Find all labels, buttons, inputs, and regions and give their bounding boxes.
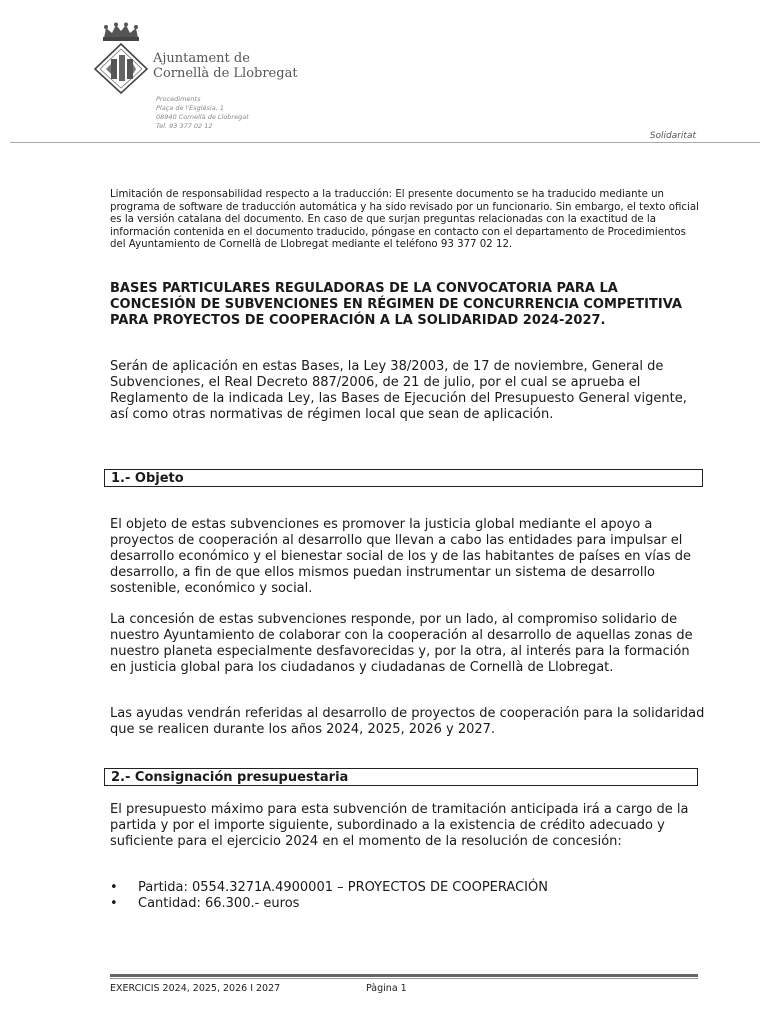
address-department: Procediments [156,95,201,103]
footer-page-number: Pàgina 1 [366,983,407,994]
coat-of-arms-logo [92,22,150,94]
section-2-heading: 2.- Consignación presupuestaria [104,768,698,786]
section-label: Solidaritat [649,131,696,141]
list-item-cantidad: • Cantidad: 66.300.- euros [110,896,548,912]
budget-list [110,880,548,912]
document-title: BASES PARTICULARES REGULADORAS DE LA CONVOCATORIA PARA LA CONCESIÓN DE SUBVENCIONES EN RÉGIMEN DE CONCURRENCIA COMPETITIVA PARA PROYECTOS DE COOPERACIÓN A LA SOLIDARIDAD 2024-2027. [110,281,682,328]
org-name-line2: Cornellà de Llobregat [153,66,298,81]
footer-divider-thin [110,978,698,979]
section-1-paragraph-1: El objeto de estas subvenciones es promover la justicia global mediante el apoyo a proyectos de cooperación al desarrollo que llevan a cabo las entidades para impulsar el desarrollo económico y el bienestar social de los y de las habitantes de países en vías de desarrollo, a fin de que ellos mismos puedan instrumentar un sistema de desarrollo sostenible, económico y social. [110,517,692,596]
header-divider [10,142,760,143]
address-city: 08940 Cornellà de Llobregat [156,113,249,121]
footer-divider [110,974,698,977]
section-1-heading: 1.- Objeto [104,469,703,487]
address-street: Plaça de l'Església, 1 [156,104,224,112]
section-2-paragraph: El presupuesto máximo para esta subvención de tramitación anticipada irá a cargo de la partida y por el importe siguiente, subordinado a la existencia de crédito adecuado y suficiente para el ejercicio 2024 en el momento de la resolución de concesión: [110,802,689,849]
intro-paragraph: Serán de aplicación en estas Bases, la Ley 38/2003, de 17 de noviembre, General de Subvenciones, el Real Decreto 887/2006, de 21 de julio, por el cual se aprueba el Reglamento de la indicada Ley, las Bases de Ejecución del Presupuesto General vigente, así como otras normativas de régimen local que sean de aplicación. [110,359,687,422]
section-1-paragraph-2: La concesión de estas subvenciones responde, por un lado, al compromiso solidario de nuestro Ayuntamiento de colaborar con la cooperación al desarrollo de aquellas zonas de nuestro planeta especialmente desfavorecidas y, por la otra, al interés para la formación en justicia global para los ciudadanos y ciudadanas de Cornellà de Llobregat. [110,612,693,675]
org-name-line1: Ajuntament de [153,51,250,66]
translation-disclaimer: Limitación de responsabilidad respecto a la traducción: El presente documento se ha traducido mediante un programa de software de traducción automática y ha sido revisado por un funcionario. Sin embargo, el texto oficial es la versión catalana del documento. En caso de que surjan preguntas relacionadas con la exactitud de la información contenida en el documento traducido, póngase en contacto con el departamento de Procedimientos del Ayuntamiento de Cornellà de Llobregat mediante el teléfono 93 377 02 12. [110,189,699,250]
section-1-paragraph-3: Las ayudas vendrán referidas al desarrollo de proyectos de cooperación para la solidaridad que se realicen durante los años 2024, 2025, 2026 y 2027. [110,706,705,737]
address-phone: Tel. 93 377 02 12 [156,122,213,130]
list-item-partida: • Partida: 0554.3271A.4900001 – PROYECTOS DE COOPERACIÓN [110,880,548,896]
footer-exercises: EXERCICIS 2024, 2025, 2026 I 2027 [110,983,281,994]
